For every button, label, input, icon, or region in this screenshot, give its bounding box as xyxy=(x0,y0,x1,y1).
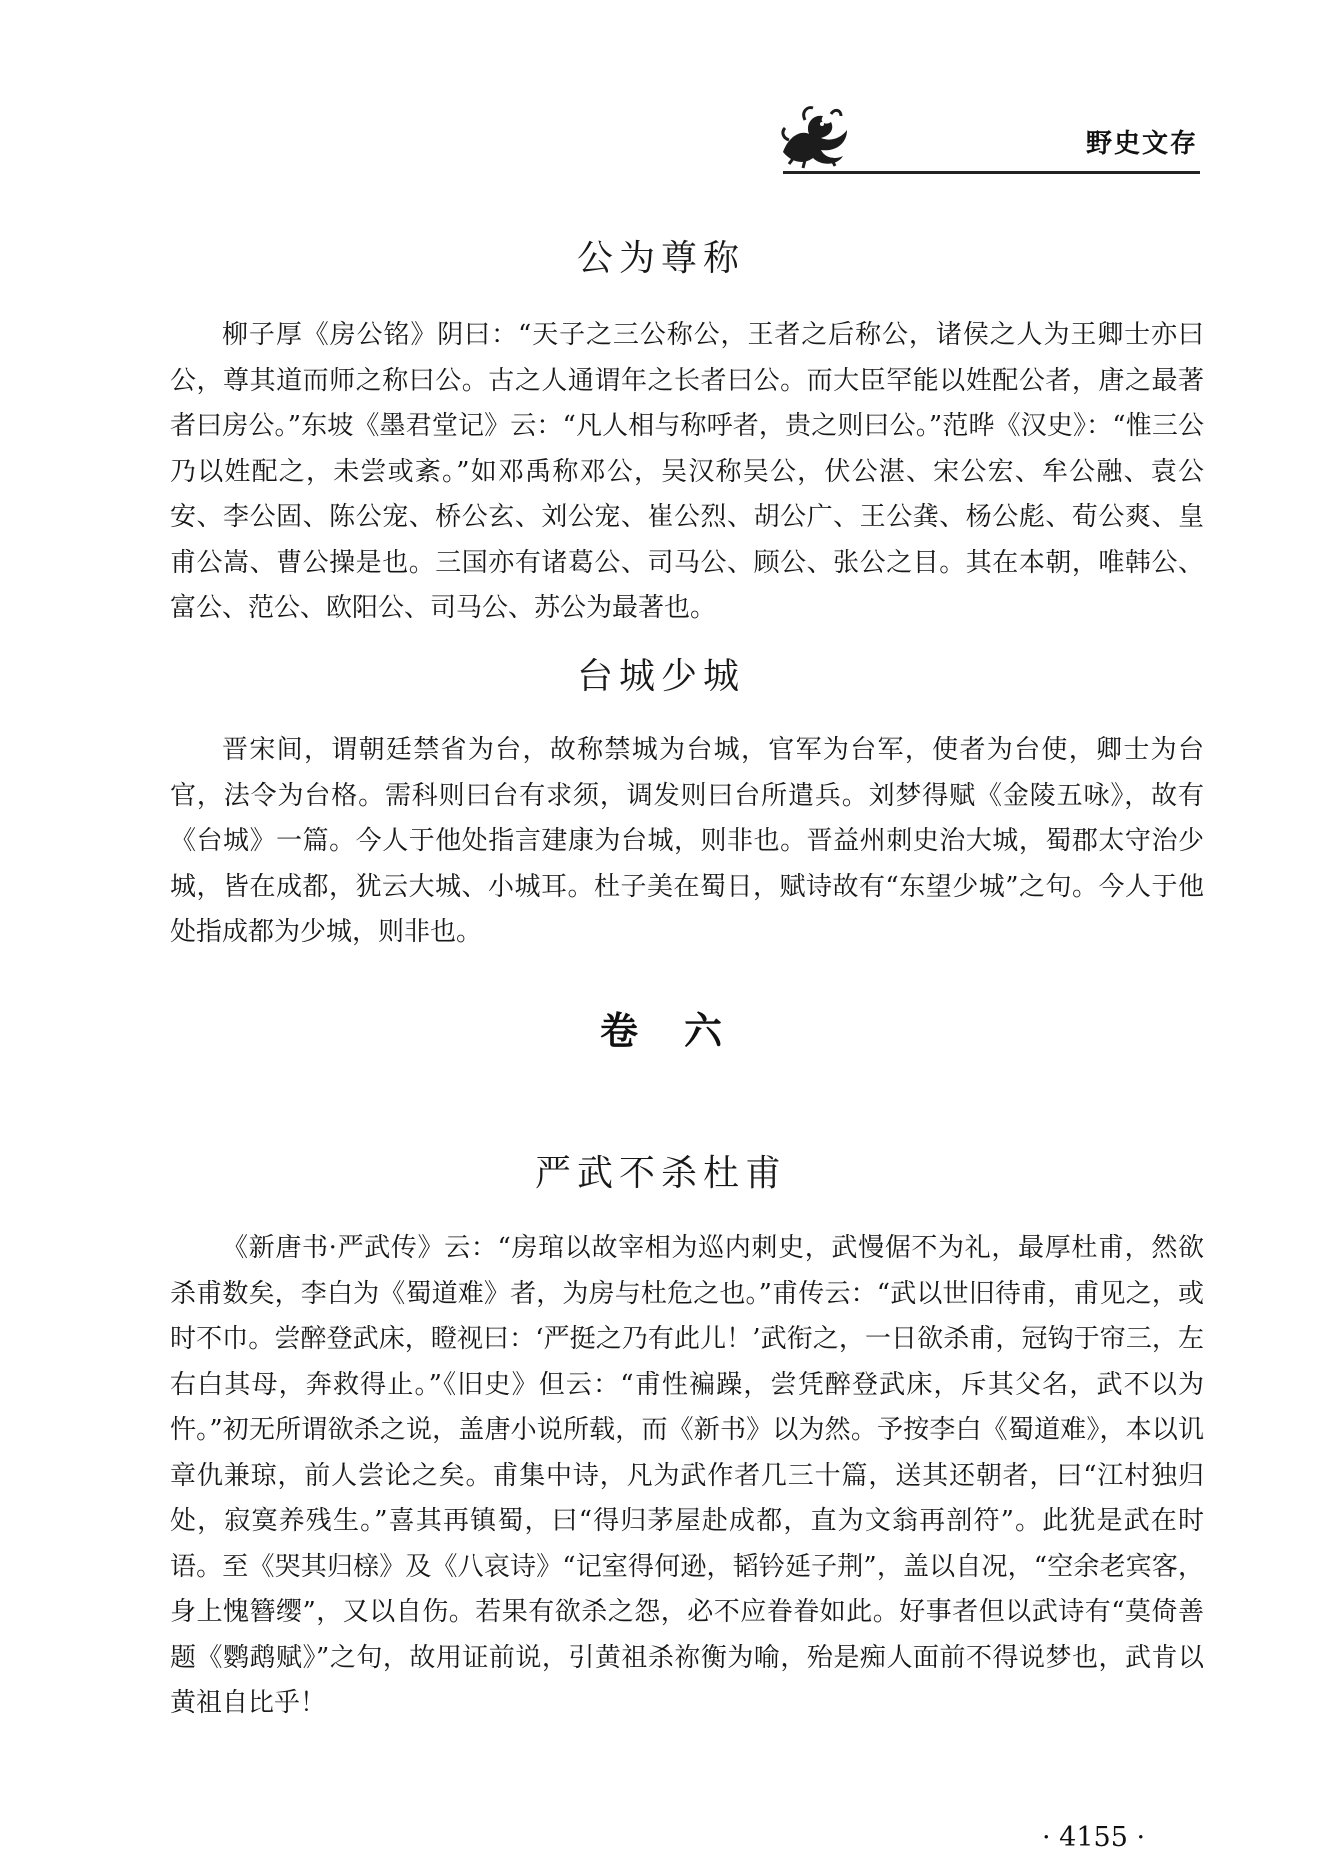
header-rule xyxy=(783,171,1200,174)
section-body-3: 《新唐书·严武传》云：“房琯以故宰相为巡内刺史，武慢倨不为礼，最厚杜甫，然欲杀甫数矣，李白为《蜀道难》者，为房与杜危之也。”甫传云：“武以世旧待甫，甫见之，或时不巾。尝醉登武床，瞪视曰：‘严挺之乃有此儿！’武衔之，一日欲杀甫，冠钩于帘三，左右白其母，奔救得止。”《旧史》但云：“甫性褊躁，尝凭醉登武床，斥其父名，武不以为忤。”初无所谓欲杀之说，盖唐小说所载，而《新书》以为然。予按李白《蜀道难》，本以讥章仇兼琼，前人尝论之矣。甫集中诗，凡为武作者几三十篇，送其还朝者，曰“江村独归处，寂寞养残生。”喜其再镇蜀，曰“得归茅屋赴成都，直为文翁再剖符”。此犹是武在时语。至《哭其归榇》及《八哀诗》“记室得何逊，韬钤延子荆”，盖以自况，“空余老宾客，身上愧簪缨”，又以自伤。若果有欲杀之怨，必不应眷眷如此。好事者但以武诗有“莫倚善题《鹦鹉赋》”之句，故用证前说，引黄祖杀祢衡为喻，殆是痴人面前不得说梦也，武肯以黄祖自比乎！ xyxy=(170,1233,1204,1718)
chapter-title: 卷六 xyxy=(599,1009,768,1053)
section-title-3: 严武不杀杜甫 xyxy=(534,1153,787,1194)
section-title-1: 公为尊称 xyxy=(576,238,745,279)
running-header-title: 野史文存 xyxy=(1085,129,1198,159)
running-header xyxy=(775,95,1200,175)
section-title-2: 台城少城 xyxy=(576,656,745,697)
page-number: · 4155 · xyxy=(1042,1822,1146,1853)
section-body-1: 柳子厚《房公铭》阴曰：“天子之三公称公，王者之后称公，诸侯之人为王卿士亦曰公，尊其道而师之称曰公。古之人通谓年之长者曰公。而大臣罕能以姓配公者，唐之最著者曰房公。”东坡《墨君堂记》云：“凡人相与称呼者，贵之则曰公。”范晔《汉史》：“惟三公乃以姓配之，未尝或紊。”如邓禹称邓公，吴汉称吴公，伏公湛、宋公宏、牟公融、袁公安、李公固、陈公宠、桥公玄、刘公宠、崔公烈、胡公广、王公龚、杨公彪、荀公爽、皇甫公嵩、曹公操是也。三国亦有诸葛公、司马公、顾公、张公之目。其在本朝，唯韩公、富公、范公、欧阳公、司马公、苏公为最著也。 xyxy=(170,320,1204,623)
section-body-2: 晋宋间，谓朝廷禁省为台，故称禁城为台城，官军为台军，使者为台使，卿士为台官，法令为台格。需科则曰台有求须，调发则曰台所遣兵。刘梦得赋《金陵五咏》，故有《台城》一篇。今人于他处指言建康为台城，则非也。晋益州刺史治大城，蜀郡太守治少城，皆在成都，犹云大城、小城耳。杜子美在蜀日，赋诗故有“东望少城”之句。今人于他处指成都为少城，则非也。 xyxy=(170,735,1204,947)
dragon-emblem-icon xyxy=(775,100,855,170)
